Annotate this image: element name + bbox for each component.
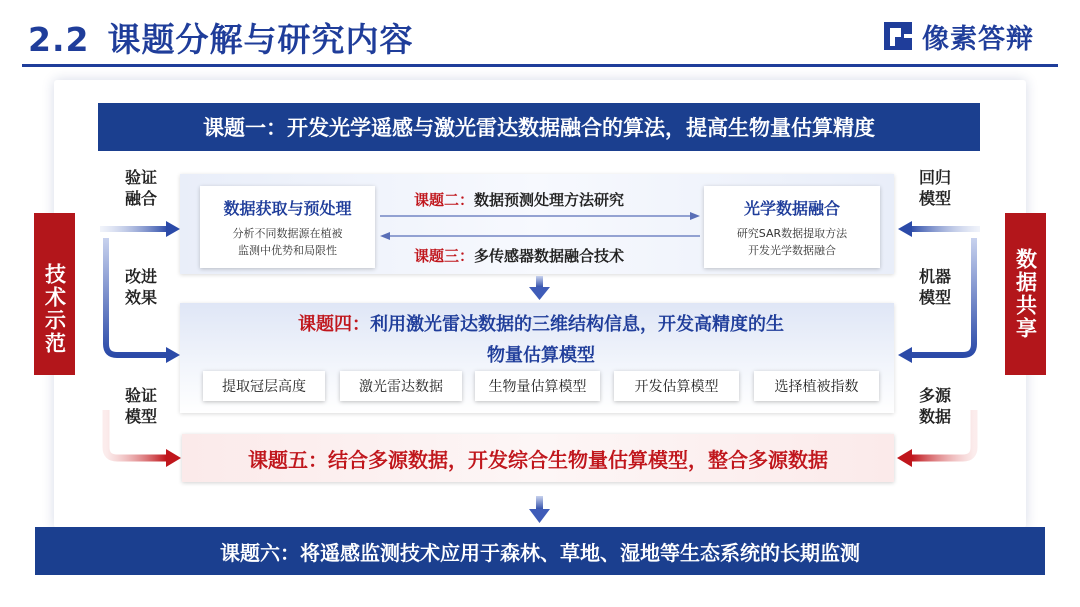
topic4-item: 生物量估算模型 [475,371,600,401]
card-right-desc [737,225,847,259]
card-right-desc-line2: 开发光学数据融合 [747,243,836,257]
header-divider [22,64,1058,67]
section-title: 课题分解与研究内容 [107,20,414,59]
topic3-text: 多传感器数据融合技术 [474,247,625,265]
section-number: 2.2 [28,20,90,59]
topic4-item: 开发估算模型 [614,371,739,401]
topic1-bar: 课题一：开发光学遥感与激光雷达数据融合的算法，提高生物量估算精度 [98,103,980,151]
side-label-right: 数据共享 [1005,213,1046,375]
brand-mark-icon [882,20,914,52]
right-label-top: 回归模型 [918,168,951,208]
topic4-prefix: 课题四： [298,314,370,335]
card-data-acquisition [200,186,375,268]
card-right-title: 光学数据融合 [743,198,840,218]
right-label-bottom: 多源数据 [918,386,951,426]
left-label-bottom: 验证模型 [124,386,157,426]
topic2-prefix: 课题二： [414,191,475,209]
topic4-item: 选择植被指数 [754,371,879,401]
topic4-line1: 利用激光雷达数据的三维结构信息，开发高精度的生 [370,314,784,335]
card-optical-fusion [704,186,880,268]
topic3-label [414,245,624,266]
topic4-line2: 物量估算模型 [487,345,595,366]
topic6-bar: 课题六：将遥感监测技术应用于森林、草地、湿地等生态系统的长期监测 [35,527,1045,575]
brand-logo [882,16,1034,56]
topic2-label [414,189,624,210]
topic2-text: 数据预测处理方法研究 [474,191,625,209]
topic4-item: 激光雷达数据 [340,371,462,401]
card-left-desc-line1: 分析不同数据源在植被 [232,226,343,240]
left-label-middle: 改进效果 [124,267,157,307]
brand-name: 像素答辩 [922,23,1034,55]
card-left-desc [233,225,343,259]
topic5-bar: 课题五：结合多源数据，开发综合生物量估算模型，整合多源数据 [182,434,894,482]
topic3-prefix: 课题三： [414,247,475,265]
topic4-item: 提取冠层高度 [203,371,325,401]
card-left-desc-line2: 监测中优势和局限性 [238,243,337,257]
side-label-left: 技术示范 [34,213,75,375]
page-title [28,14,413,61]
topic4-title [196,309,886,371]
card-right-desc-line1: 研究SAR数据提取方法 [736,226,848,240]
right-label-middle: 机器模型 [918,267,951,307]
card-left-title: 数据获取与预处理 [223,198,352,218]
left-label-top: 验证融合 [124,168,157,208]
